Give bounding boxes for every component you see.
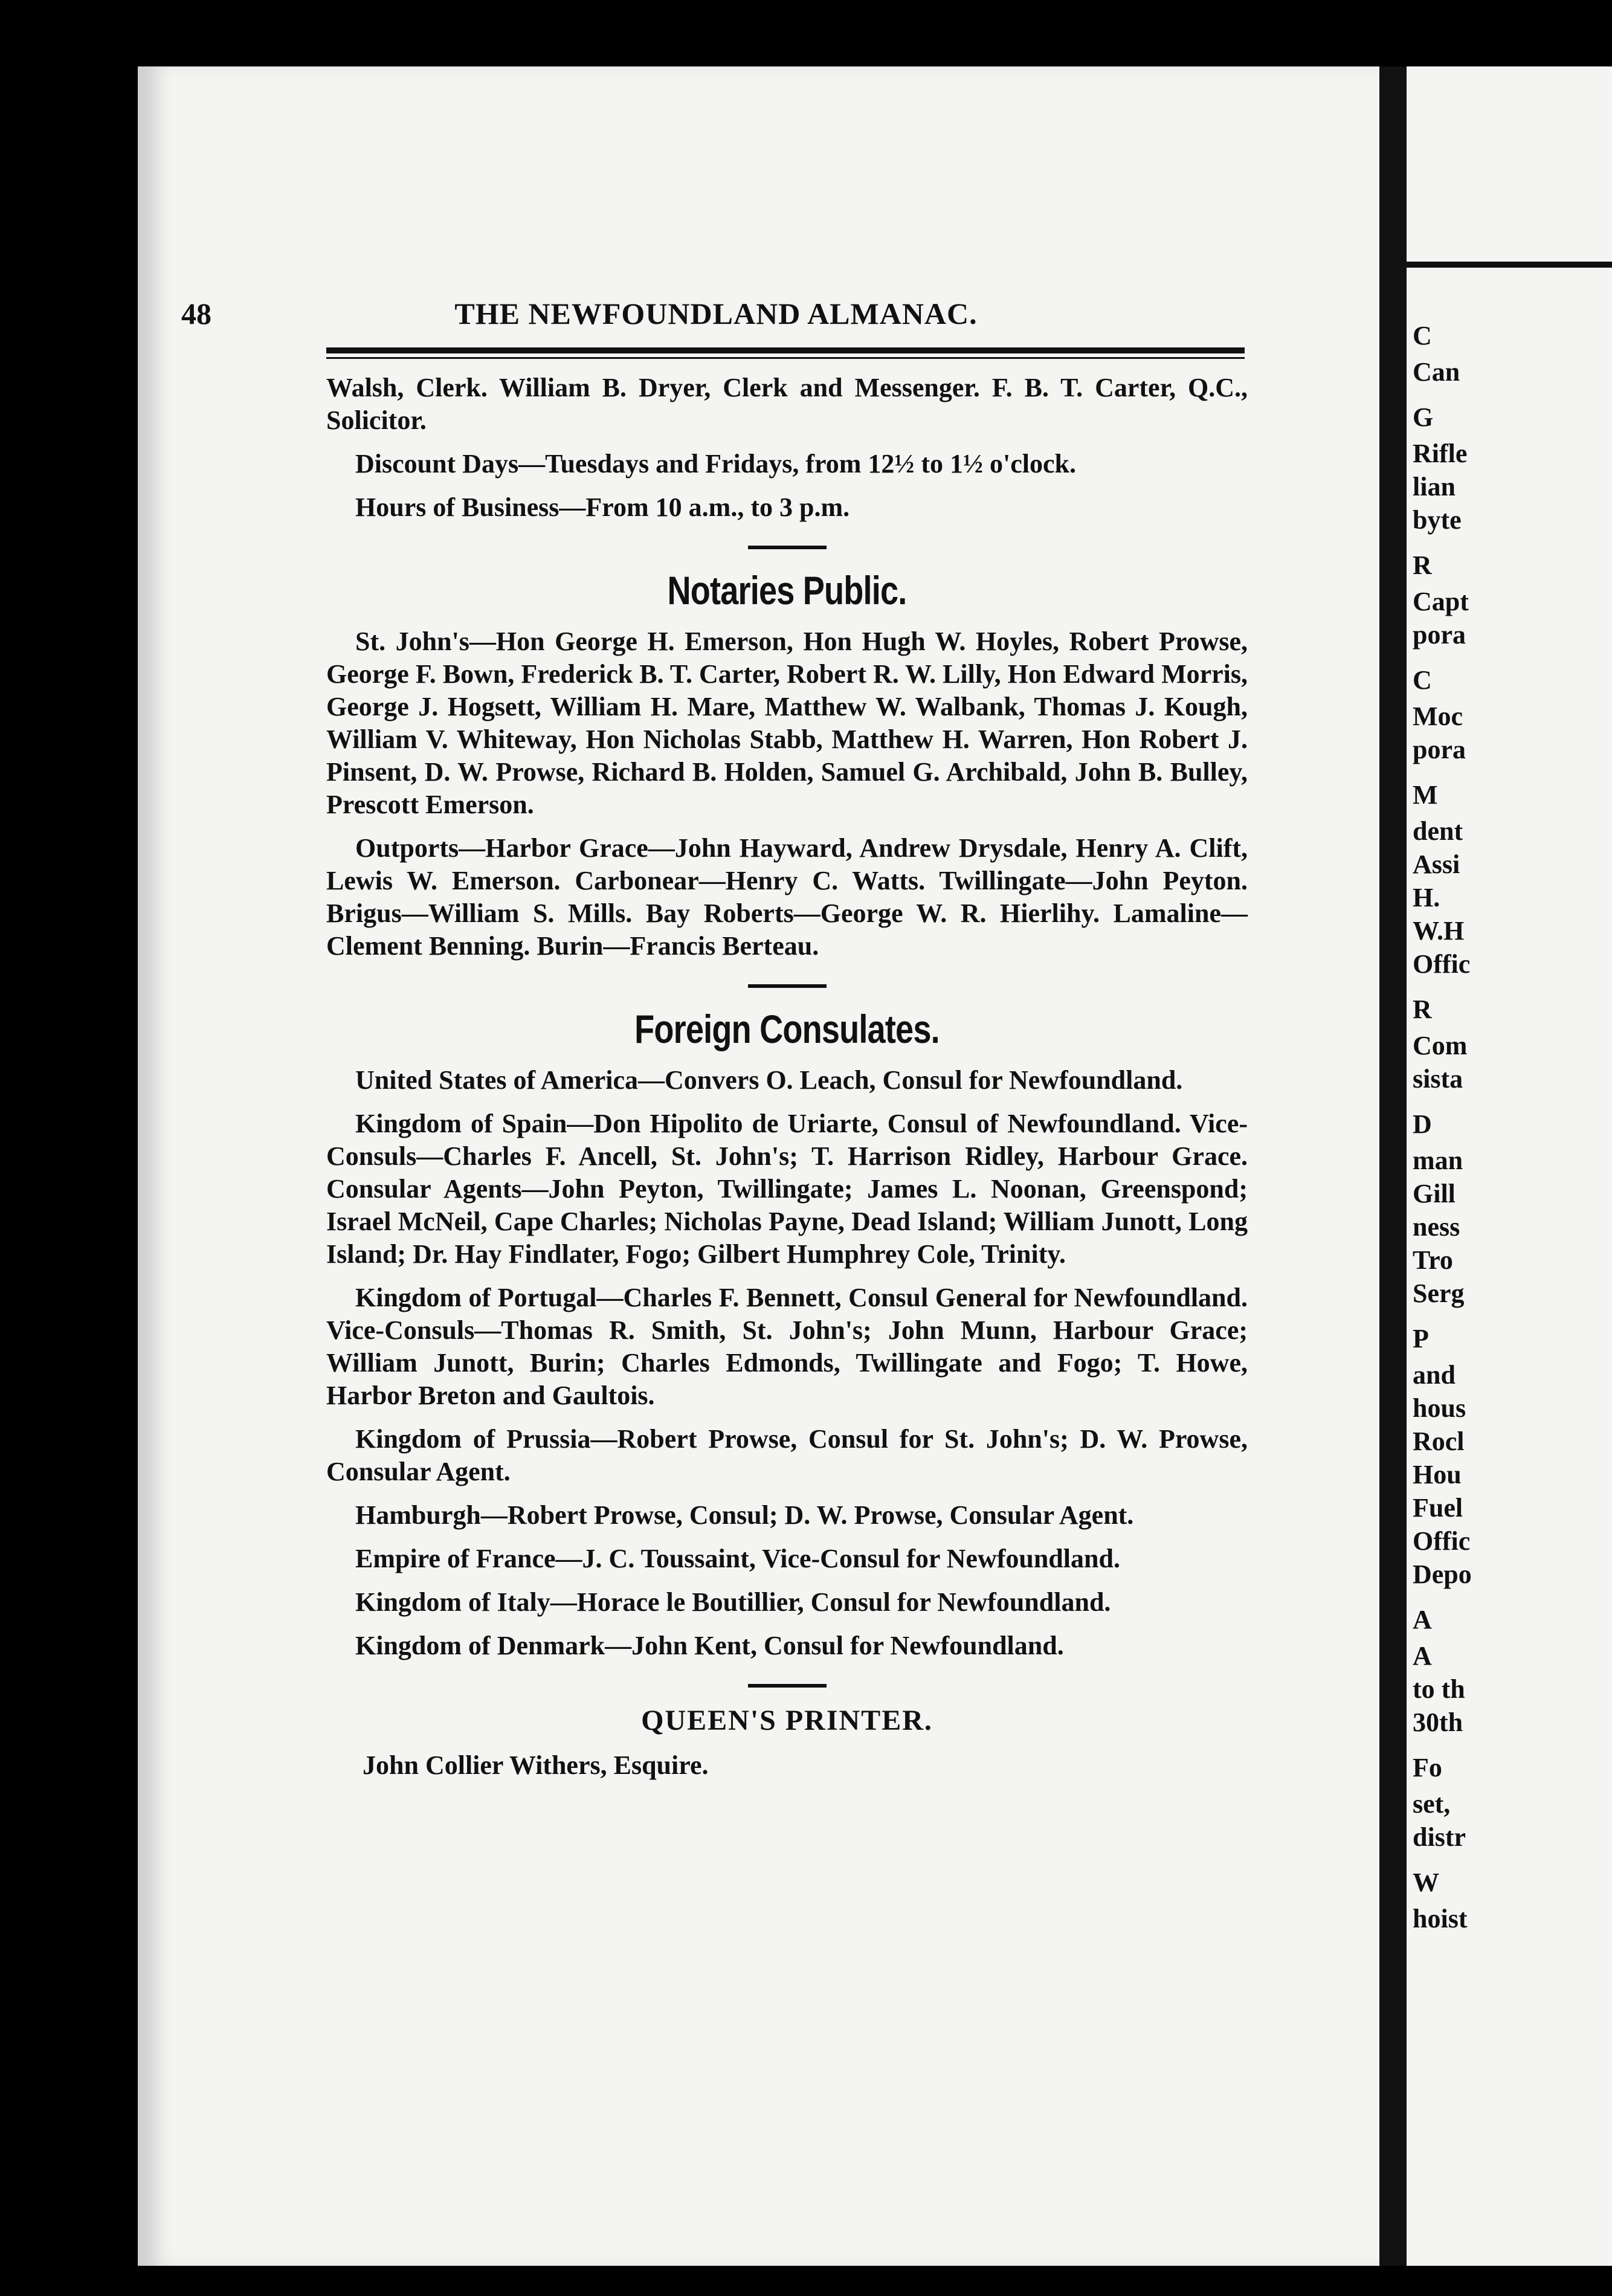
- adjacent-page-line: Tro: [1413, 1245, 1453, 1275]
- adjacent-page-line: Fo: [1413, 1753, 1442, 1782]
- consulate-entry: Kingdom of Denmark—John Kent, Consul for Newfoundland.: [355, 1631, 1064, 1660]
- adjacent-page-line: A: [1413, 1605, 1432, 1634]
- adjacent-page-line: W: [1413, 1868, 1439, 1897]
- adjacent-page-line: Fuel: [1413, 1493, 1463, 1523]
- adjacent-page-line: Rocl: [1413, 1427, 1465, 1456]
- adjacent-page-line: lian: [1413, 472, 1456, 501]
- consulates-heading: Foreign Consulates.: [634, 1007, 940, 1051]
- header-rule-thin: [326, 357, 1245, 359]
- adjacent-page-line: Depo: [1413, 1559, 1472, 1589]
- adjacent-page: [1407, 66, 1612, 2266]
- adjacent-page-line: hous: [1413, 1393, 1466, 1423]
- section-divider: [748, 546, 827, 549]
- adjacent-page-line: R: [1413, 550, 1432, 580]
- adjacent-page-line: Gill: [1413, 1179, 1456, 1208]
- adjacent-page-line: ness: [1413, 1212, 1460, 1242]
- running-title: THE NEWFOUNDLAND ALMANAC.: [454, 297, 978, 331]
- section-divider: [748, 984, 827, 988]
- notaries-heading: Notaries Public.: [667, 568, 907, 613]
- consulate-entry: Empire of France—J. C. Toussaint, Vice-Consul for Newfoundland.: [355, 1544, 1120, 1573]
- adjacent-page-line: D: [1413, 1109, 1432, 1139]
- adjacent-page-line: hoist: [1413, 1904, 1468, 1933]
- adjacent-page-line: dent: [1413, 816, 1463, 846]
- adjacent-page-line: 30th: [1413, 1707, 1463, 1737]
- adjacent-page-line: pora: [1413, 735, 1466, 764]
- notaries-outports: Outports—Harbor Grace—John Hayward, Andrew Drysdale, Henry A. Clift, Lewis W. Emerson. Carbonear—Henry C. Watts. Twillingate—John Peyton. Brigus—William S. Mills. Bay Roberts—George W. R. Hierlihy. Lamaline—Clement Benning. Burin—Francis Berteau.: [326, 833, 1248, 961]
- adjacent-page-line: byte: [1413, 505, 1462, 535]
- adjacent-page-line: C: [1413, 321, 1432, 350]
- adjacent-page-line: to th: [1413, 1674, 1465, 1704]
- page-header: [181, 296, 1251, 338]
- adjacent-page-line: G: [1413, 402, 1434, 432]
- adjacent-page-line: distr: [1413, 1822, 1466, 1852]
- adjacent-page-line: Serg: [1413, 1279, 1465, 1308]
- page-number: 48: [181, 297, 211, 331]
- consulate-entry: Hamburgh—Robert Prowse, Consul; D. W. Prowse, Consular Agent.: [355, 1500, 1134, 1530]
- consulate-entry: Kingdom of Spain—Don Hipolito de Uriarte, Consul of Newfoundland. Vice-Consuls—Charles F. Ancell, St. John's; T. Harrison Ridley, Harbour Grace. Consular Agents—John Peyton, Twillingate; James L. Noonan, Greenspond; Israel McNeil, Cape Charles; Nicholas Payne, Dead Island; William Junott, Long Island; Dr. Hay Findlater, Fogo; Gilbert Humphrey Cole, Trinity.: [326, 1109, 1248, 1269]
- adjacent-page-line: sista: [1413, 1064, 1463, 1094]
- adjacent-page-line: set,: [1413, 1789, 1451, 1819]
- adjacent-page-line: Assi: [1413, 850, 1460, 879]
- header-rule: [326, 347, 1245, 353]
- bank-staff-text: Walsh, Clerk. William B. Dryer, Clerk and Messenger. F. B. T. Carter, Q.C., Solicitor.: [326, 373, 1248, 435]
- adjacent-page-line: Offic: [1413, 949, 1471, 979]
- adjacent-page-line: Can: [1413, 357, 1460, 387]
- adjacent-page-line: H.: [1413, 883, 1440, 912]
- adjacent-page-line: Capt: [1413, 587, 1469, 616]
- adjacent-page-line: Hou: [1413, 1460, 1462, 1489]
- adjacent-page-line: P: [1413, 1324, 1429, 1353]
- adjacent-page-line: Rifle: [1413, 439, 1468, 468]
- notaries-st-johns: St. John's—Hon George H. Emerson, Hon Hugh W. Hoyles, Robert Prowse, George F. Bown, Frederick B. T. Carter, Robert R. W. Lilly, Hon Edward Morris, George J. Hogsett, William H. Mare, Matthew W. Walbank, Thomas J. Kough, William V. Whiteway, Hon Nicholas Stabb, Matthew H. Warren, Hon Robert J. Pinsent, D. W. Prowse, Richard B. Holden, Samuel G. Archibald, John B. Bulley, Prescott Emerson.: [326, 627, 1248, 819]
- adjacent-page-line: man: [1413, 1146, 1463, 1175]
- section-divider: [748, 1684, 827, 1688]
- consulate-entry: Kingdom of Prussia—Robert Prowse, Consul for St. John's; D. W. Prowse, Consular Agent.: [326, 1424, 1248, 1486]
- adjacent-page-line: R: [1413, 995, 1432, 1024]
- adjacent-page-line: A: [1413, 1641, 1432, 1671]
- page-body: [326, 372, 1248, 1793]
- adjacent-page-line: W.H: [1413, 916, 1465, 946]
- consulate-entry: Kingdom of Portugal—Charles F. Bennett, Consul General for Newfoundland. Vice-Consuls—Thomas R. Smith, St. John's; John Munn, Harbour Grace; William Junott, Burin; Charles Edmonds, Twillingate and Fogo; T. Howe, Harbor Breton and Gaultois.: [326, 1283, 1248, 1410]
- consulate-entry: Kingdom of Italy—Horace le Boutillier, Consul for Newfoundland.: [355, 1587, 1111, 1617]
- adjacent-header-rule: [1407, 262, 1612, 268]
- queens-printer-name: John Collier Withers, Esquire.: [363, 1750, 709, 1780]
- consulate-entry: United States of America—Convers O. Leach, Consul for Newfoundland.: [355, 1065, 1183, 1095]
- adjacent-page-line: Moc: [1413, 701, 1463, 731]
- discount-days-text: Discount Days—Tuesdays and Fridays, from 12½ to 1½ o'clock.: [355, 449, 1077, 479]
- adjacent-page-line: pora: [1413, 620, 1466, 650]
- adjacent-page-line: and: [1413, 1360, 1456, 1390]
- adjacent-page-line: Offic: [1413, 1526, 1471, 1556]
- adjacent-page-line: C: [1413, 665, 1432, 695]
- queens-printer-heading: QUEEN'S PRINTER.: [641, 1704, 933, 1737]
- adjacent-page-line: M: [1413, 780, 1438, 810]
- book-gutter: [1379, 66, 1407, 2266]
- business-hours-text: Hours of Business—From 10 a.m., to 3 p.m.: [355, 492, 850, 522]
- adjacent-page-line: Com: [1413, 1031, 1468, 1060]
